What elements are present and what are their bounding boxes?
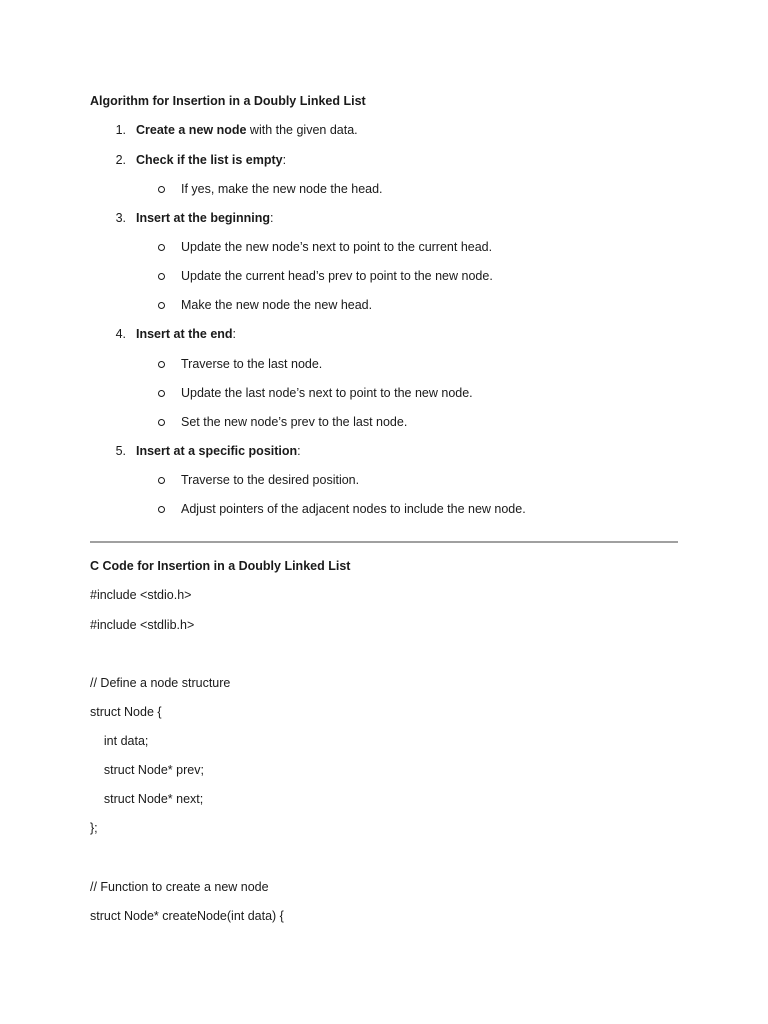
hollow-circle-bullet-icon — [157, 239, 165, 255]
step-number: 4. — [115, 327, 126, 341]
code-line: // Define a node structure — [90, 676, 231, 690]
step-rest-text: : — [232, 327, 237, 341]
step-number: 3. — [115, 211, 126, 225]
hollow-circle-bullet-icon — [157, 414, 165, 430]
hollow-circle-bullet-icon — [157, 385, 165, 401]
step-text — [136, 210, 274, 226]
step-text — [136, 326, 236, 342]
step-rest-text: : — [282, 153, 287, 167]
code-line: int data; — [90, 734, 149, 748]
code-line: #include <stdlib.h> — [90, 618, 195, 632]
step-text — [136, 122, 358, 138]
sub-item-text: Set the new node’s prev to the last node. — [181, 415, 408, 429]
sub-item-text: Traverse to the desired position. — [181, 473, 360, 487]
sub-item-text: If yes, make the new node the head. — [181, 182, 383, 196]
code-line: #include <stdio.h> — [90, 588, 192, 602]
code-line: struct Node* createNode(int data) { — [90, 909, 284, 923]
code-line: }; — [90, 821, 98, 835]
step-rest-text: with the given data. — [246, 123, 358, 137]
step-rest-text: : — [270, 211, 274, 225]
step-number: 1. — [115, 123, 126, 137]
algorithm-title: Algorithm for Insertion in a Doubly Linked List — [90, 94, 366, 108]
hollow-circle-bullet-icon — [157, 501, 165, 517]
step-number: 5. — [115, 444, 126, 458]
hollow-circle-bullet-icon — [157, 297, 165, 313]
hollow-circle-bullet-icon — [157, 268, 165, 284]
step-bold-text: Insert at the end — [136, 327, 233, 341]
horizontal-divider — [90, 541, 678, 543]
sub-item-text: Traverse to the last node. — [181, 357, 323, 371]
hollow-circle-bullet-icon — [157, 356, 165, 372]
hollow-circle-bullet-icon — [157, 181, 165, 197]
hollow-circle-bullet-icon — [157, 472, 165, 488]
step-bold-text: Create a new node — [136, 123, 247, 137]
sub-item-text: Update the current head’s prev to point to the new node. — [181, 269, 493, 283]
step-rest-text: : — [297, 444, 301, 458]
step-bold-text: Insert at the beginning — [136, 211, 271, 225]
step-bold-text: Check if the list is empty — [136, 153, 283, 167]
code-line: struct Node* next; — [90, 792, 204, 806]
code-line: struct Node { — [90, 705, 162, 719]
sub-item-text: Make the new node the new head. — [181, 298, 373, 312]
step-bold-text: Insert at a specific position — [136, 444, 298, 458]
step-number: 2. — [115, 153, 126, 167]
step-text — [136, 443, 301, 459]
code-line: struct Node* prev; — [90, 763, 204, 777]
step-text — [136, 152, 286, 168]
code-section-title: C Code for Insertion in a Doubly Linked List — [90, 559, 351, 573]
sub-item-text: Adjust pointers of the adjacent nodes to include the new node. — [181, 502, 526, 516]
sub-item-text: Update the last node’s next to point to the new node. — [181, 386, 473, 400]
code-line: // Function to create a new node — [90, 880, 269, 894]
sub-item-text: Update the new node’s next to point to the current head. — [181, 240, 493, 254]
